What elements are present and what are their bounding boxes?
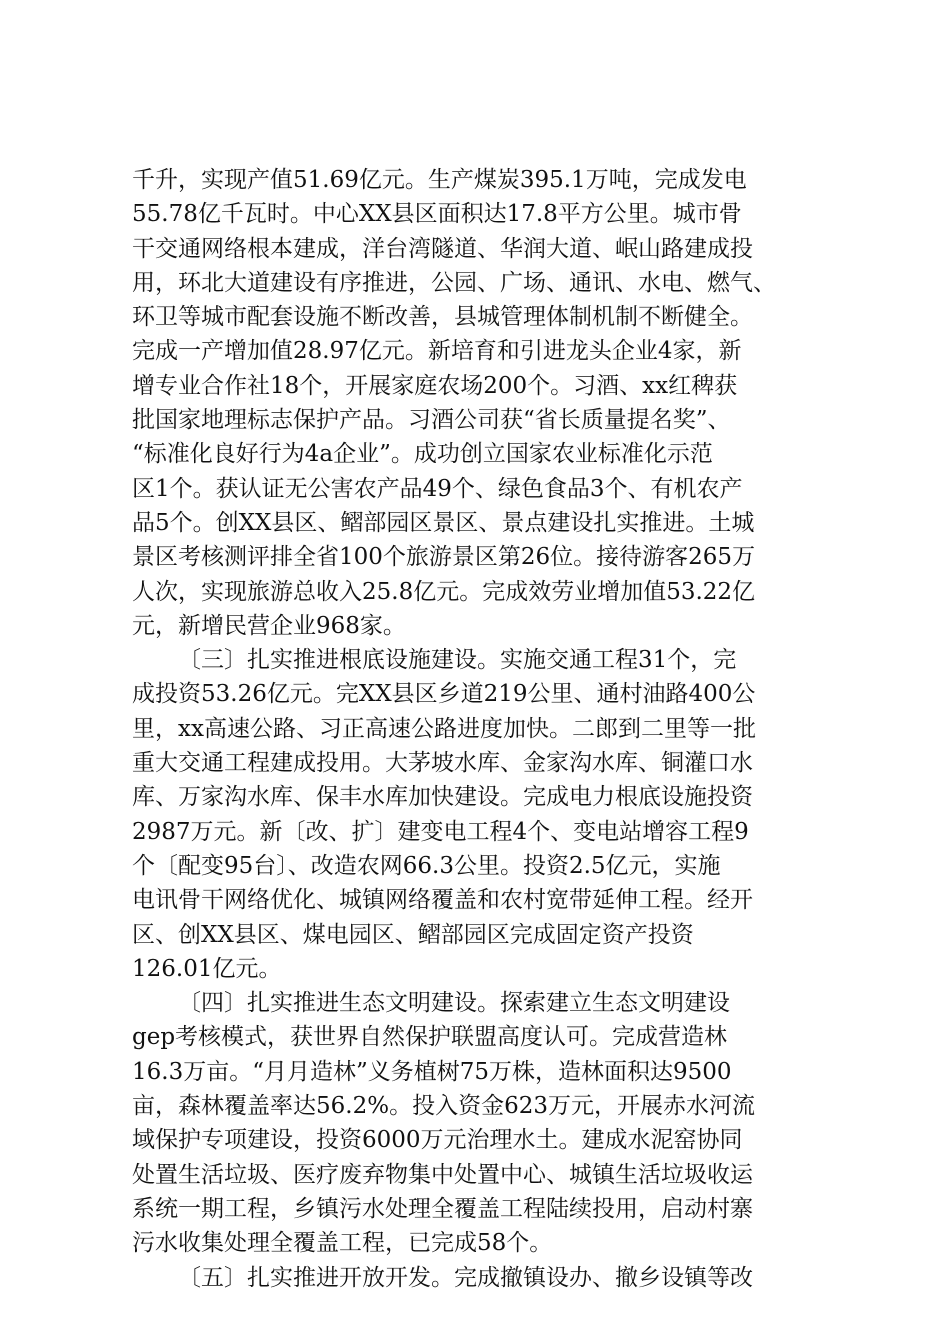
text-line: 库、万家沟水库、保丰水库加快建设。完成电力根底设施投资	[132, 784, 753, 811]
text-line: 千升，实现产值51.69亿元。生产煤炭395.1万吨，完成发电	[132, 167, 747, 193]
text-line: 2987万元。新〔改、扩〕建变电工程4个、变电站增容工程9	[132, 818, 749, 845]
text-line: 126.01亿元。	[132, 955, 282, 982]
text-line: “标准化良好行为4a企业”。成功创立国家农业标准化示范	[132, 441, 713, 468]
text-line: 干交通网络根本建成，洋台湾隧道、华润大道、岷山路建成投	[132, 235, 753, 262]
text-line: 系统一期工程，乡镇污水处理全覆盖工程陆续投用，启动村寨	[132, 1195, 753, 1222]
text-line: 电讯骨干网络优化、城镇网络覆盖和农村宽带延伸工程。经开	[132, 887, 753, 914]
text-line: gep考核模式，获世界自然保护联盟高度认可。完成营造林	[132, 1024, 728, 1051]
text-line: 景区考核测评排全省100个旅游景区第26位。接待游客265万	[132, 544, 756, 571]
text-line: 成投资53.26亿元。完XX县区乡道219公里、通村油路400公	[132, 681, 756, 708]
text-line: 品5个。创XX县区、鳛部园区景区、景点建设扎实推进。土城	[132, 509, 755, 536]
text-line: 域保护专项建设，投资6000万元治理水土。建成水泥窑协同	[132, 1127, 743, 1154]
text-line: 环卫等城市配套设施不断改善，县城管理体制机制不断健全。	[132, 304, 753, 331]
paragraph-start-line: 〔三〕扎实推进根底设施建设。实施交通工程31个，完	[178, 647, 737, 674]
text-line: 完成一产增加值28.97亿元。新培育和引进龙头企业4家，新	[132, 338, 742, 365]
text-line: 区、创XX县区、煤电园区、鳛部园区完成固定资产投资	[132, 921, 694, 948]
text-line: 里，xx高速公路、习正高速公路进度加快。二郎到二里等一批	[132, 715, 756, 742]
text-line: 16.3万亩。“月月造林”义务植树75万株，造林面积达9500	[132, 1058, 732, 1085]
paragraph-start-line: 〔五〕扎实推进开放开发。完成撤镇设办、撤乡设镇等改	[178, 1264, 753, 1291]
text-line: 个〔配变95台〕、改造农网66.3公里。投资2.5亿元，实施	[132, 852, 721, 879]
paragraph-start-line: 〔四〕扎实推进生态文明建设。探索建立生态文明建设	[178, 990, 730, 1017]
text-line: 人次，实现旅游总收入25.8亿元。完成效劳业增加值53.22亿	[132, 578, 756, 605]
text-line: 批国家地理标志保护产品。习酒公司获“省长质量提名奖”、	[132, 407, 731, 434]
text-line: 用，环北大道建设有序推进，公园、广场、通讯、水电、燃气、	[132, 269, 776, 296]
text-line: 55.78亿千瓦时。中心XX县区面积达17.8平方公里。城市骨	[132, 201, 742, 228]
text-line: 区1个。获认证无公害农产品49个、绿色食品3个、有机农产	[132, 475, 743, 502]
text-line: 增专业合作社18个，开展家庭农场200个。习酒、xx红稗获	[132, 372, 738, 399]
text-line: 重大交通工程建成投用。大茅坡水库、金家沟水库、铜灌口水	[132, 750, 753, 777]
text-line: 处置生活垃圾、医疗废弃物集中处置中心、城镇生活垃圾收运	[132, 1161, 753, 1188]
text-line: 元，新增民营企业968家。	[132, 612, 406, 639]
text-line: 污水收集处理全覆盖工程，已完成58个。	[132, 1230, 553, 1257]
document-body	[132, 163, 832, 1295]
text-line: 亩，森林覆盖率达56.2%。投入资金623万元，开展赤水河流	[132, 1093, 755, 1120]
